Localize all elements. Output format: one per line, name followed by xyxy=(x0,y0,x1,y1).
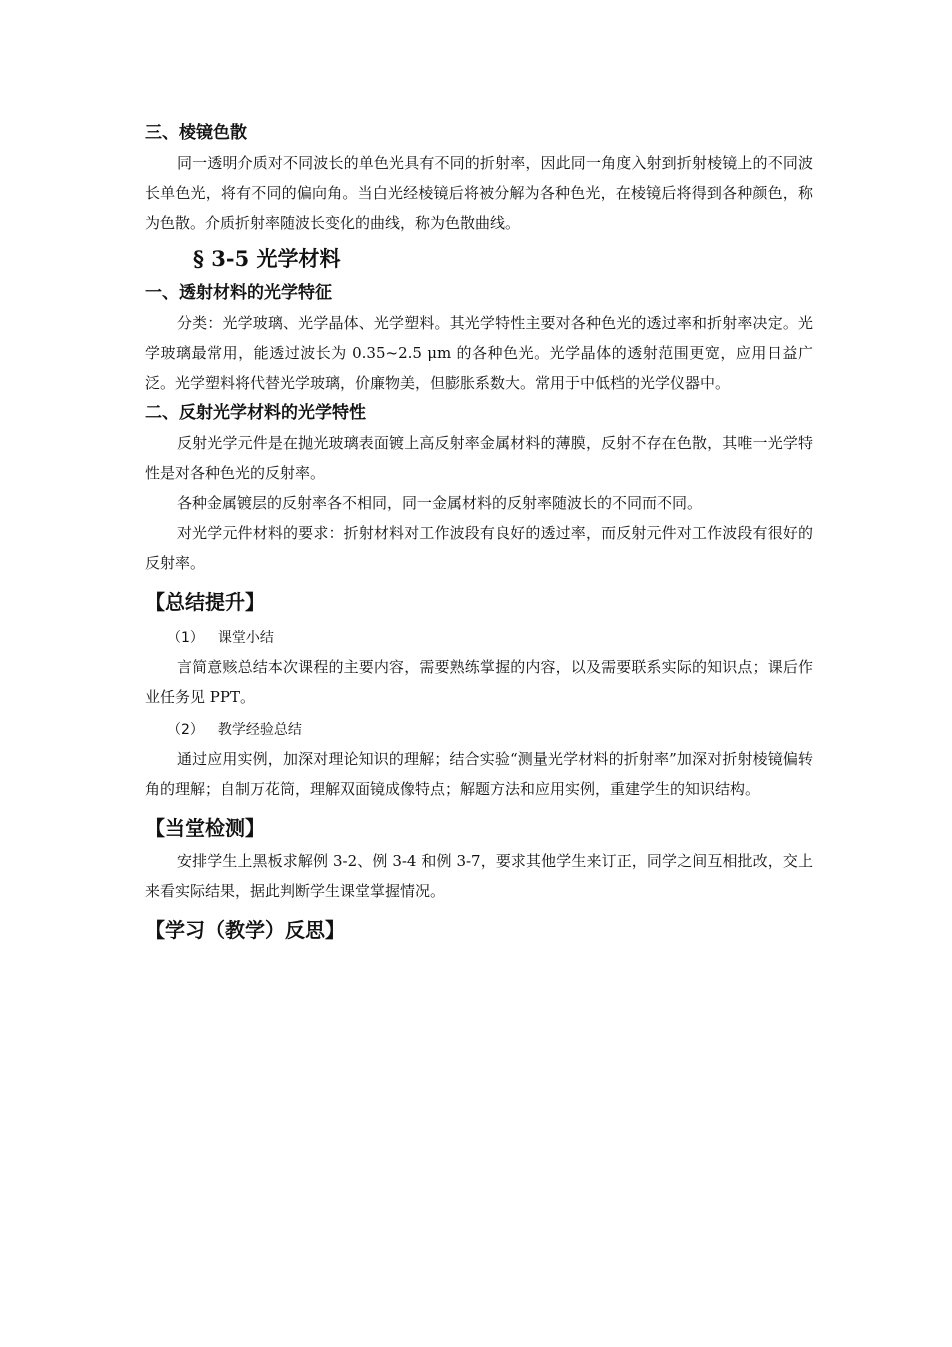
summary-item-2-text: 通过应用实例，加深对理论知识的理解；结合实验“测量光学材料的折射率”加深对折射棱镜偏转角的理解；自制万花筒，理解双面镜成像特点；解题方法和应用实例，重建学生的知识结构。 xyxy=(145,750,813,798)
paragraph-reflective-1: 反射光学元件是在抛光玻璃表面镀上高反射率金属材料的薄膜，反射不存在色散，其唯一光学特性是对各种色光的反射率。 xyxy=(145,434,813,482)
summary-item-1-title xyxy=(167,624,813,652)
chapter-heading: § 3-5 光学材料 xyxy=(193,246,341,271)
summary-item-1-number: （1） xyxy=(167,630,204,646)
section-heading-reflective: 二、反射光学材料的光学特性 xyxy=(145,403,366,423)
paragraph-transmissive: 分类：光学玻璃、光学晶体、光学塑料。其光学特性主要对各种色光的透过率和折射率决定。光学玻璃最常用，能透过波长为 0.35~2.5 μm 的各种色光。光学晶体的透射范围更宽，应用日益广泛。光学塑料将代替光学玻璃，价廉物美，但膨胀系数大。常用于中低档的光学仪器中。 xyxy=(145,314,813,392)
paragraph-test: 安排学生上黑板求解例 3-2、例 3-4 和例 3-7，要求其他学生来订正，同学之间互相批改，交上来看实际结果，据此判断学生课堂掌握情况。 xyxy=(145,852,813,900)
summary-item-2-number: （2） xyxy=(167,722,204,738)
paragraph-reflective-2: 各种金属镀层的反射率各不相同，同一金属材料的反射率随波长的不同而不同。 xyxy=(177,494,703,512)
paragraph-prism-dispersion: 同一透明介质对不同波长的单色光具有不同的折射率，因此同一角度入射到折射棱镜上的不同波长单色光，将有不同的偏向角。当白光经棱镜后将被分解为各种色光，在棱镜后将得到各种颜色，称为色散。介质折射率随波长变化的曲线，称为色散曲线。 xyxy=(145,154,813,232)
summary-item-1-text: 言简意赅总结本次课程的主要内容，需要熟练掌握的内容，以及需要联系实际的知识点；课后作业任务见 PPT。 xyxy=(145,658,813,706)
section-heading-transmissive: 一、透射材料的光学特征 xyxy=(145,283,332,303)
page-content xyxy=(145,118,813,948)
reflection-heading: 【学习（教学）反思】 xyxy=(145,918,345,942)
summary-item-2-title xyxy=(167,716,813,744)
summary-item-1-label: 课堂小结 xyxy=(217,630,274,646)
paragraph-reflective-3: 对光学元件材料的要求：折射材料对工作波段有良好的透过率，而反射元件对工作波段有很好的反射率。 xyxy=(145,524,813,572)
summary-item-2-label: 教学经验总结 xyxy=(217,722,302,738)
section-heading-prism-dispersion: 三、棱镜色散 xyxy=(145,123,247,143)
summary-heading: 【总结提升】 xyxy=(145,590,265,614)
test-heading: 【当堂检测】 xyxy=(145,816,265,840)
